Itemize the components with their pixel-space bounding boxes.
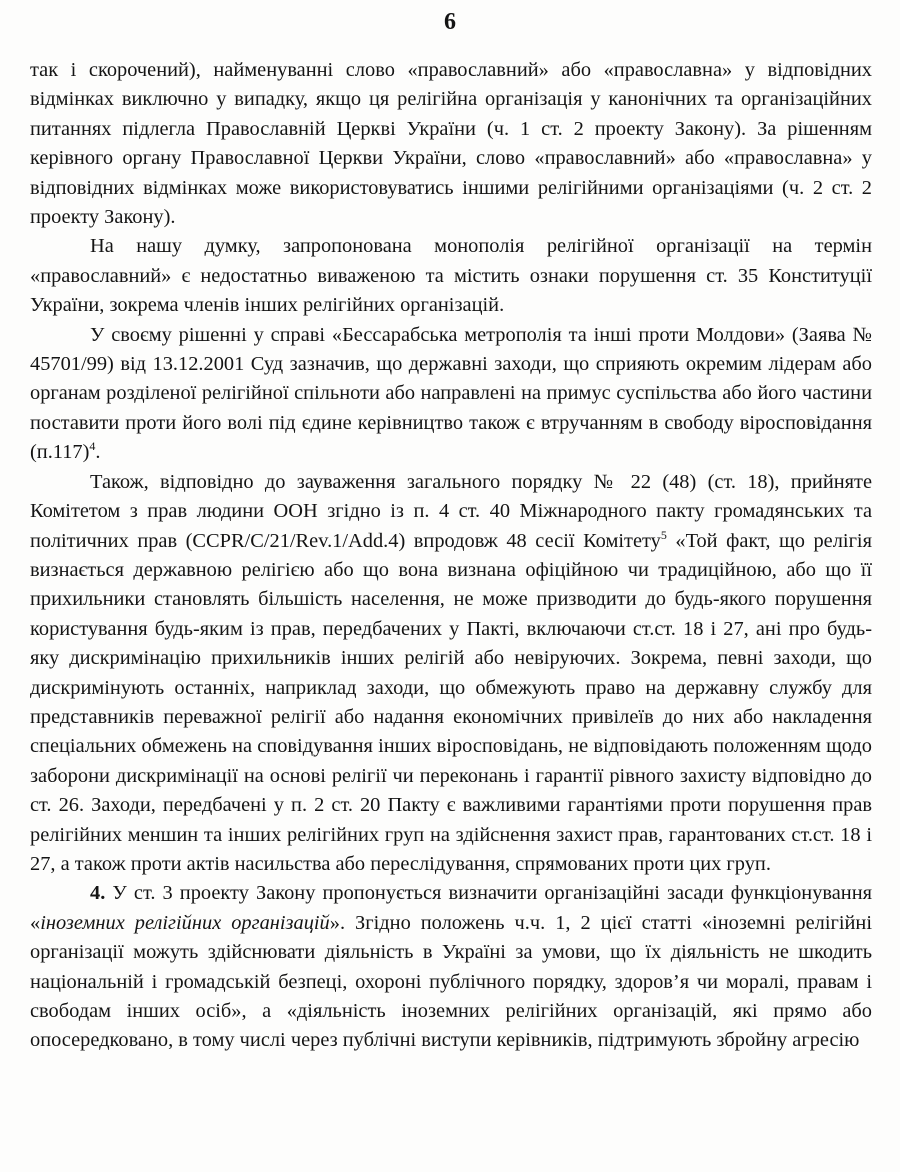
footnote-ref-4: 4 <box>89 439 96 454</box>
paragraph-opinion: На нашу думку, запропонована монополія релігійної організації на термін «православний» є недостатньо виваженою та містить ознаки порушення ст. 35 Конституції України, зокрема членів інших релігійних організацій. <box>30 235 872 317</box>
paragraph-court-decision <box>30 321 872 468</box>
paragraph-un-comment <box>30 468 872 880</box>
paragraph-section-4-italic: іноземних релігійних організацій <box>40 911 330 934</box>
paragraph-section-4 <box>30 879 872 1055</box>
paragraph-section-4-text-b: ». Згідно положень ч.ч. 1, 2 цієї статті «іноземні релігійні організації можуть здійснювати діяльність в Україні за умови, що їх діяльність не шкодить національній і громадській безпеці, охороні публічного порядку, здоров’я чи моралі, правам і свободам інших осіб», а «діяльність іноземних релігійних організацій, які прямо або опосередковано, в тому числі через публічні виступи керівників, підтримують збройну агресію <box>30 911 873 1052</box>
paragraph-continuation: так і скорочений), найменуванні слово «православний» або «православна» у відповідних відмінках виключно у випадку, якщо ця релігійна організація у канонічних та організаційних питаннях підлегла Православній Церкві України (ч. 1 ст. 2 проекту Закону). За рішенням керівного органу Православної Церкви України, слово «православний» або «православна» у відповідних відмінках може використовуватись іншими релігійними організаціями (ч. 2 ст. 2 проекту Закону). <box>30 59 872 229</box>
paragraph-court-decision-end: . <box>95 441 101 464</box>
section-number: 4. <box>90 882 106 905</box>
page-number: 6 <box>444 9 456 35</box>
footnote-ref-5: 5 <box>660 527 667 542</box>
paragraph-court-decision-text: У своєму рішенні у справі «Бессарабська метрополія та інші проти Молдови» (Заява № 45701/99) від 13.12.2001 Суд зазначив, що державні заходи, що сприяють окремим лідерам або органам розділеної релігійної спільноти або направлені на примус суспільства або його частини поставити проти його волі під єдине керівництво також є втручанням в свободу віросповідання (п.117) <box>30 323 872 464</box>
paragraph-un-comment-text-a: Також, відповідно до зауваження загального порядку № 22 (48) (ст. 18), прийняте Комітетом з прав людини ООН згідно із п. 4 ст. 40 Міжнародного пакту громадянських та політичних прав (CCPR/C/21/Rev.1/Add.4) впродовж 48 сесії Комітету <box>30 470 872 552</box>
paragraph-section-4-text-a: У ст. 3 проекту Закону пропонується визначити організаційні засади функціонування « <box>30 882 872 934</box>
document-body <box>30 56 872 1056</box>
paragraph-un-comment-text-b: «Той факт, що релігія визнається державною релігією або що вона визнана офіційною чи традиційною, або що її прихильники становлять більшість населення, не може призводити до будь-якого порушення користування будь-яким із прав, передбачених у Пакті, включаючи ст.ст. 18 і 27, ані про будь-яку дискримінацію прихильників інших релігій або невіруючих. Зокрема, певні заходи, що дискримінують останніх, наприклад заходи, що обмежують право на державну службу для представників переважної релігії або надання економічних привілеїв до них або накладення спеціальних обмежень на сповідування інших віросповідань, не відповідають положенням щодо заборони дискримінації на основі релігії чи переконань і гарантії рівного захисту відповідно до ст. 26. Заходи, передбачені у п. 2 ст. 20 Пакту є важливими гарантіями проти порушення прав релігійних меншин та інших релігійних груп на здійснення захист прав, гарантованих ст.ст. 18 і 27, а також проти актів насильства або переслідування, спрямованих проти цих груп. <box>30 529 872 875</box>
